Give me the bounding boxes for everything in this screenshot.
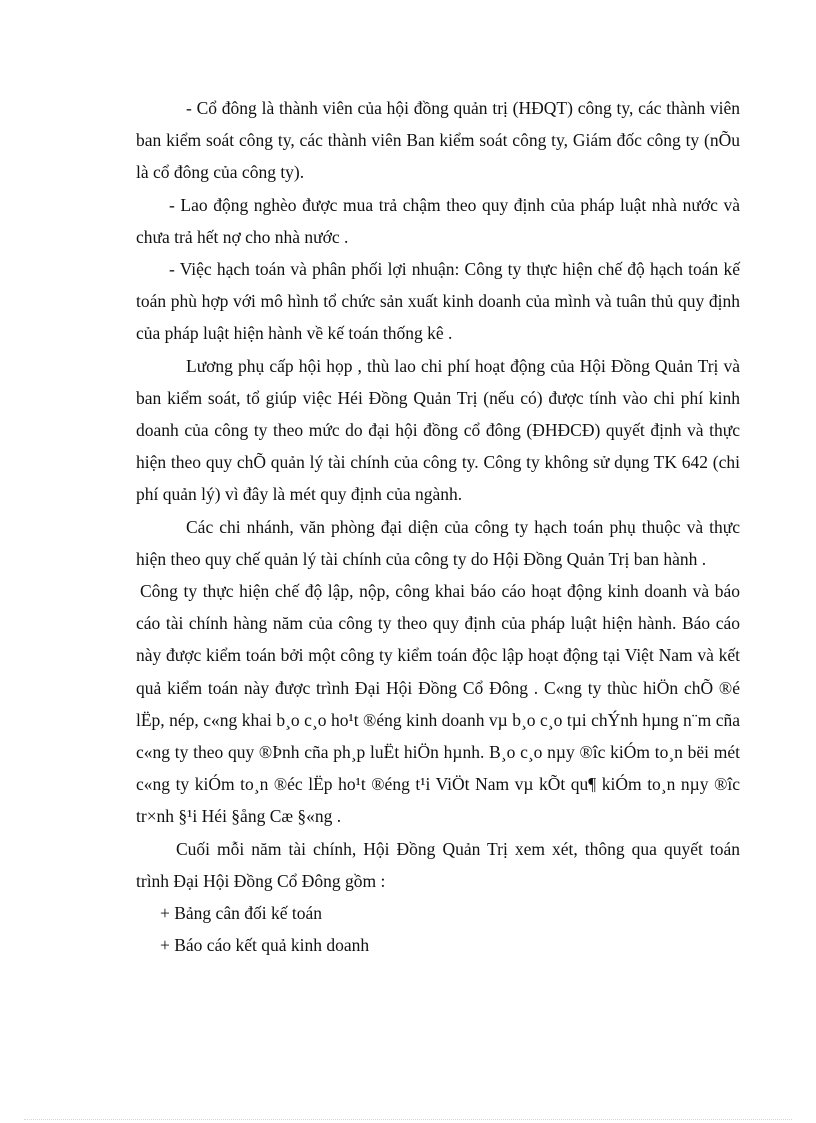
paragraph-allowance-salary: Lương phụ cấp hội họp , thù lao chi phí hoạt động của Hội Đồng Quản Trị và ban kiểm soát, tổ giúp việc Héi Đồng Quản Trị (nếu có) được tính vào chi phí kinh doanh của công ty theo mức do đại hội đồng cổ đông (ĐHĐCĐ) quyết định và thực hiện theo quy chÕ quản lý tài chính của công ty. Công ty không sử dụng TK 642 (chi phí quản lý) vì đây là mét quy định của ngành.	[136, 355, 740, 505]
list-item-income-statement: + Báo cáo kết quả kinh doanh	[160, 935, 370, 956]
paragraph-financial-reporting: Công ty thực hiện chế độ lập, nộp, công khai báo cáo hoạt động kinh doanh và báo cáo tài chính hàng năm của công ty theo quy định của pháp luật hiện hành. Báo cáo này được kiểm toán bởi một công ty kiểm toán độc lập hoạt động tại Việt Nam và kết quả kiểm toán này được trình Đại Hội Đồng Cổ Đông . C«ng ty thùc hiÖn chÕ ®é lËp, nép, c«ng khai b¸o c¸o ho¹t ®éng kinh doanh vµ b¸o c¸o tµi chÝnh hµng n¨m cña c«ng ty theo quy ®Þnh cña ph¸p luËt hiÖn hµnh. B¸o c¸o nµy ®îc kiÓm to¸n bëi mét c«ng ty kiÓm to¸n ®éc lËp ho¹t ®éng t¹i ViÖt Nam vµ kÕt qu¶ kiÓm to¸n nµy ®îc tr×nh §¹i Héi §ång Cæ §«ng .	[136, 581, 740, 827]
paragraph-poor-workers: - Lao động nghèo được mua trả chậm theo quy định của pháp luật nhà nước và chưa trả hết nợ cho nhà nước .	[136, 194, 740, 247]
paragraph-shareholder-members: - Cổ đông là thành viên của hội đồng quản trị (HĐQT) công ty, các thành viên ban kiểm soát công ty, các thành viên Ban kiểm soát công ty, Giám đốc công ty (nÕu là cổ đông của công ty).	[136, 98, 740, 183]
paragraph-accounting-profit: - Việc hạch toán và phân phối lợi nhuận: Công ty thực hiện chế độ hạch toán kế toán phù hợp với mô hình tổ chức sản xuất kinh doanh của mình và tuân thủ quy định của pháp luật hiện hành về kế toán thống kê .	[136, 259, 740, 344]
list-item-balance-sheet: + Bảng cân đối kế toán	[160, 903, 322, 924]
paragraph-year-end-settlement: Cuối mỗi năm tài chính, Hội Đồng Quản Trị xem xét, thông qua quyết toán trình Đại Hội Đồng Cổ Đông gồm :	[136, 838, 740, 891]
paragraph-branches: Các chi nhánh, văn phòng đại diện của công ty hạch toán phụ thuộc và thực hiện theo quy chế quản lý tài chính của công ty do Hội Đồng Quản Trị ban hành .	[136, 516, 740, 569]
page-bottom-divider	[24, 1119, 792, 1120]
document-body	[136, 92, 740, 961]
